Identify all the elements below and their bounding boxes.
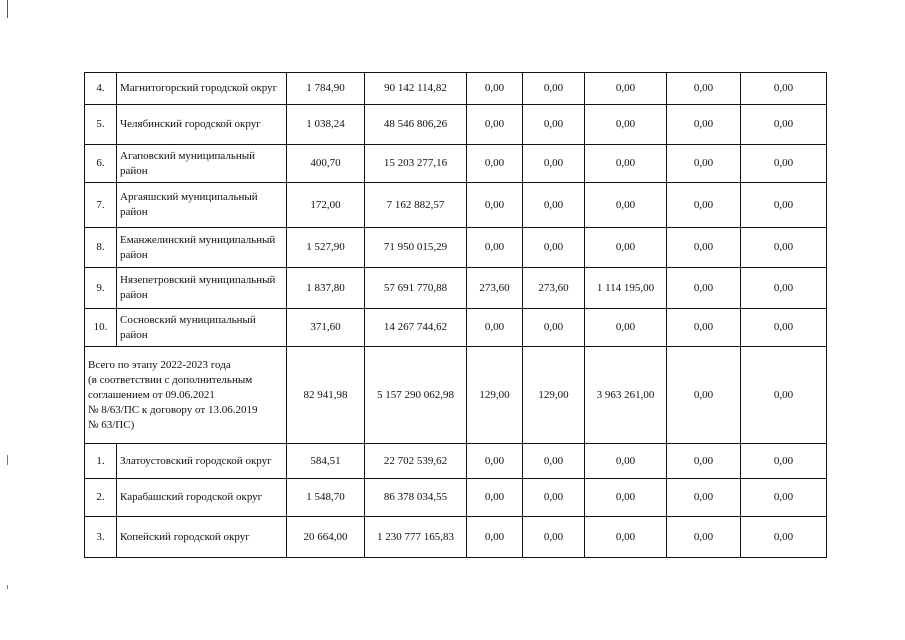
table-row [85, 517, 827, 558]
cell-value: 0,00 [741, 105, 827, 145]
cell-value: 584,51 [287, 444, 365, 479]
program-table [84, 72, 827, 558]
page-edge-line [7, 0, 8, 18]
cell-value: 0,00 [523, 105, 585, 145]
table-row [85, 73, 827, 105]
total-value: 129,00 [523, 347, 585, 444]
cell-value: 0,00 [467, 309, 523, 347]
table-row [85, 228, 827, 268]
cell-value: 1 114 195,00 [585, 268, 667, 309]
cell-value: 7 162 882,57 [365, 183, 467, 228]
cell-value: 0,00 [585, 73, 667, 105]
cell-value: 0,00 [585, 517, 667, 558]
cell-value: 0,00 [523, 517, 585, 558]
cell-value: 14 267 744,62 [365, 309, 467, 347]
row-number: 2. [85, 479, 117, 517]
table-row [85, 183, 827, 228]
stage-total-line: Всего по этапу 2022-2023 года [88, 358, 231, 371]
cell-value: 1 837,80 [287, 268, 365, 309]
cell-value: 1 527,90 [287, 228, 365, 268]
cell-value: 172,00 [287, 183, 365, 228]
cell-value: 90 142 114,82 [365, 73, 467, 105]
cell-value: 0,00 [667, 145, 741, 183]
cell-value: 0,00 [667, 517, 741, 558]
municipality-name: Аргаяшский муниципальный район [117, 183, 287, 228]
cell-value: 86 378 034,55 [365, 479, 467, 517]
stage-total-label [85, 347, 287, 444]
cell-value: 0,00 [585, 183, 667, 228]
cell-value: 273,60 [523, 268, 585, 309]
table-row [85, 145, 827, 183]
municipality-name: Копейский городской округ [117, 517, 287, 558]
cell-value: 48 546 806,26 [365, 105, 467, 145]
cell-value: 0,00 [523, 145, 585, 183]
cell-value: 0,00 [741, 309, 827, 347]
total-value: 82 941,98 [287, 347, 365, 444]
cell-value: 0,00 [523, 228, 585, 268]
stage-total-line: (в соответствии с дополнительным [88, 373, 253, 386]
cell-value: 0,00 [741, 444, 827, 479]
row-number: 1. [85, 444, 117, 479]
cell-value: 0,00 [523, 444, 585, 479]
cell-value: 0,00 [667, 183, 741, 228]
cell-value: 0,00 [585, 105, 667, 145]
row-number: 4. [85, 73, 117, 105]
cell-value: 0,00 [467, 73, 523, 105]
cell-value: 0,00 [467, 444, 523, 479]
municipality-name: Челябинский городской округ [117, 105, 287, 145]
row-number: 9. [85, 268, 117, 309]
row-number: 3. [85, 517, 117, 558]
cell-value: 71 950 015,29 [365, 228, 467, 268]
cell-value: 0,00 [467, 105, 523, 145]
cell-value: 0,00 [523, 73, 585, 105]
total-value: 0,00 [741, 347, 827, 444]
cell-value: 1 784,90 [287, 73, 365, 105]
municipality-name: Еманжелинский муниципальный район [117, 228, 287, 268]
cell-value: 22 702 539,62 [365, 444, 467, 479]
row-number: 8. [85, 228, 117, 268]
total-value: 5 157 290 062,98 [365, 347, 467, 444]
cell-value: 0,00 [741, 145, 827, 183]
cell-value: 0,00 [585, 479, 667, 517]
stage-total-line: № 8/63/ПС к договору от 13.06.2019 [88, 403, 258, 416]
cell-value: 400,70 [287, 145, 365, 183]
cell-value: 1 230 777 165,83 [365, 517, 467, 558]
table-row [85, 444, 827, 479]
cell-value: 0,00 [467, 228, 523, 268]
cell-value: 0,00 [585, 228, 667, 268]
row-number: 5. [85, 105, 117, 145]
cell-value: 20 664,00 [287, 517, 365, 558]
stage-total-row [85, 347, 827, 444]
cell-value: 0,00 [585, 309, 667, 347]
cell-value: 0,00 [741, 228, 827, 268]
cell-value: 0,00 [741, 517, 827, 558]
municipality-name: Агаповский муниципальный район [117, 145, 287, 183]
stage-total-line: соглашением от 09.06.2021 [88, 388, 215, 401]
cell-value: 0,00 [585, 145, 667, 183]
cell-value: 0,00 [667, 73, 741, 105]
municipality-name: Нязепетровский муниципальный район [117, 268, 287, 309]
cell-value: 57 691 770,88 [365, 268, 467, 309]
cell-value: 1 038,24 [287, 105, 365, 145]
cell-value: 0,00 [585, 444, 667, 479]
total-value: 129,00 [467, 347, 523, 444]
cell-value: 15 203 277,16 [365, 145, 467, 183]
cell-value: 0,00 [741, 183, 827, 228]
cell-value: 0,00 [523, 309, 585, 347]
cell-value: 0,00 [467, 517, 523, 558]
table-row [85, 105, 827, 145]
cell-value: 0,00 [667, 444, 741, 479]
municipality-name: Златоустовский городской округ [117, 444, 287, 479]
table-row [85, 309, 827, 347]
cell-value: 0,00 [667, 268, 741, 309]
municipality-name: Магнитогорский городской округ [117, 73, 287, 105]
total-value: 0,00 [667, 347, 741, 444]
cell-value: 371,60 [287, 309, 365, 347]
cell-value: 0,00 [667, 479, 741, 517]
total-value: 3 963 261,00 [585, 347, 667, 444]
cell-value: 0,00 [667, 228, 741, 268]
cell-value: 0,00 [741, 479, 827, 517]
cell-value: 273,60 [467, 268, 523, 309]
page-edge-mark [7, 455, 8, 465]
cell-value: 0,00 [467, 145, 523, 183]
table-row [85, 479, 827, 517]
row-number: 7. [85, 183, 117, 228]
municipality-name: Карабашский городской округ [117, 479, 287, 517]
cell-value: 0,00 [741, 268, 827, 309]
stage-total-line: № 63/ПС) [88, 418, 135, 431]
cell-value: 1 548,70 [287, 479, 365, 517]
row-number: 10. [85, 309, 117, 347]
cell-value: 0,00 [667, 309, 741, 347]
row-number: 6. [85, 145, 117, 183]
cell-value: 0,00 [741, 73, 827, 105]
table-row [85, 268, 827, 309]
cell-value: 0,00 [523, 183, 585, 228]
page-edge-mark [7, 585, 8, 589]
municipality-name: Сосновский муниципальный район [117, 309, 287, 347]
cell-value: 0,00 [467, 479, 523, 517]
cell-value: 0,00 [523, 479, 585, 517]
cell-value: 0,00 [467, 183, 523, 228]
cell-value: 0,00 [667, 105, 741, 145]
